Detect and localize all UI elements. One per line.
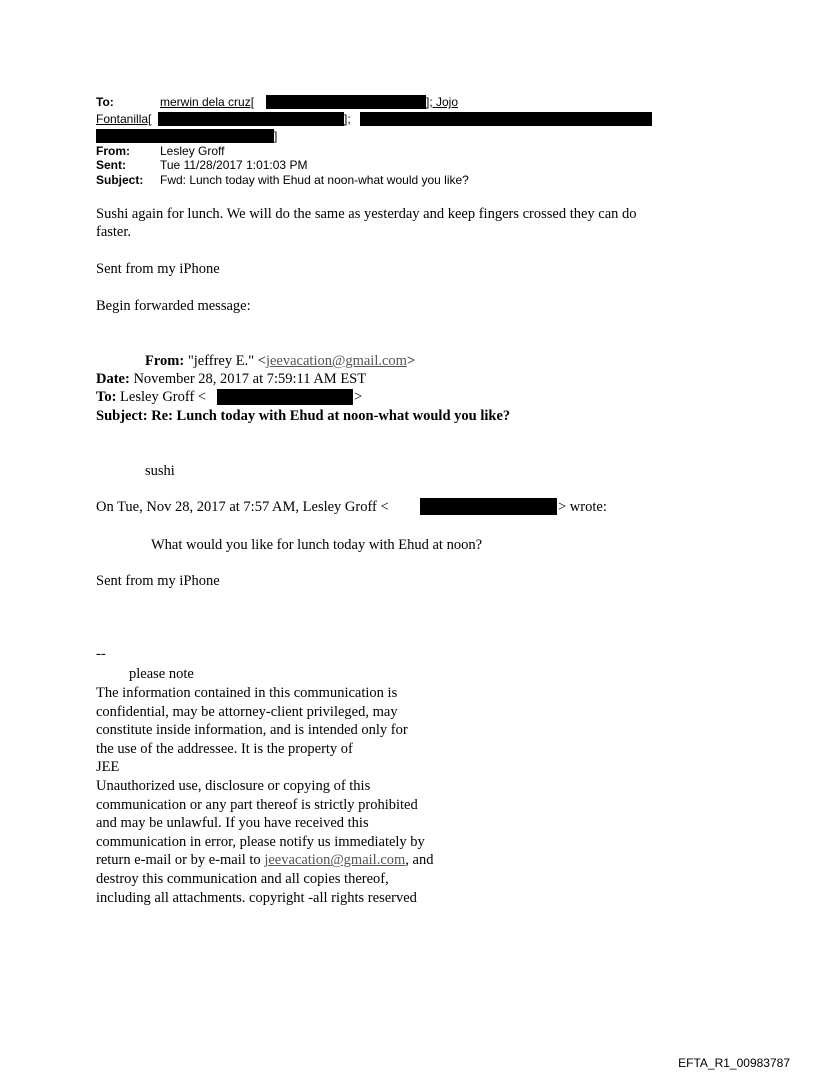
from-label: From: [96,144,130,158]
fwd-subject-row [96,407,510,425]
redaction-bar [217,389,353,405]
redaction-bar [266,95,426,109]
fwd-date-row [96,370,366,388]
quoted-message: What would you like for lunch today with Ehud at noon? [151,537,483,553]
to-row [96,96,114,109]
please-note: please note [129,666,194,682]
reply-text: sushi [145,463,175,479]
sent-label: Sent: [96,158,126,172]
to-separator-1: ]; Jojo [426,95,459,109]
fwd-to-label: To: [96,389,117,405]
fwd-to-row [96,388,206,406]
disclaimer-line: destroy this communication and all copies thereof, [96,871,389,887]
redaction-bar [360,112,652,126]
quoted-sent-from: Sent from my iPhone [96,573,220,589]
quote-intro-pre: On Tue, Nov 28, 2017 at 7:57 AM, Lesley Groff < [96,499,389,515]
begin-forwarded: Begin forwarded message: [96,298,251,314]
disclaimer-line: communication or any part thereof is strictly prohibited [96,796,418,813]
disclaimer-line: communication in error, please notify us immediately by [96,833,425,850]
disclaimer-line: including all attachments. copyright -all rights reserved [96,889,417,906]
disclaimer-line: JEE [96,759,120,776]
to-label: To: [96,95,114,109]
to-separator-2: ]; [344,112,351,126]
redaction-bar [96,129,274,143]
redaction-bar [420,498,557,515]
fwd-date-value: November 28, 2017 at 7:59:11 AM EST [133,371,367,387]
fwd-subject-label: Subject: [96,408,148,424]
disclaimer-line: and may be unlawful. If you have received this [96,815,369,832]
sent-from-iphone: Sent from my iPhone [96,261,220,277]
body-line-2: faster. [96,224,132,240]
fwd-date-label: Date: [96,371,130,387]
sent-value: Tue 11/28/2017 1:01:03 PM [160,158,308,172]
subject-label: Subject: [96,173,144,187]
return-pre: return e-mail or by e-mail to [96,852,265,869]
fwd-from-label: From: [145,353,185,369]
signature-dashes: -- [96,646,106,662]
to-recipient-1: merwin dela cruz[ [160,95,255,109]
disclaimer-line: constitute inside information, and is intended only for [96,722,408,739]
document-id: EFTA_R1_00983787 [678,1056,790,1070]
fwd-from-email-link[interactable]: jeevacation@gmail.com [265,353,407,369]
to-recipient-2: Fontanilla[ [96,112,152,126]
body-line-1: Sushi again for lunch. We will do the same as yesterday and keep fingers crossed they can do [96,206,637,222]
disclaimer-email-link[interactable]: jeevacation@gmail.com [264,852,406,869]
fwd-subject-value: Re: Lunch today with Ehud at noon-what would you like? [151,408,511,424]
redaction-bar [158,112,344,126]
disclaimer-line: Unauthorized use, disclosure or copying of this [96,778,371,794]
fwd-from-name: "jeffrey E." < [187,353,266,369]
disclaimer-line: The information contained in this communication is [96,685,398,701]
return-post: , and [405,852,434,869]
fwd-to-value: Lesley Groff < [120,389,207,405]
quote-intro-post: > wrote: [558,499,607,515]
subject-value: Fwd: Lunch today with Ehud at noon-what would you like? [160,173,469,187]
disclaimer-return-line [96,851,433,870]
disclaimer-line: confidential, may be attorney-client privileged, may [96,703,398,720]
fwd-from-row [145,352,415,370]
to-close-bracket: ] [274,129,278,143]
disclaimer-line: the use of the addressee. It is the property of [96,740,353,757]
from-value: Lesley Groff [160,144,225,158]
fwd-from-close: > [406,353,416,369]
fwd-to-close: > [354,389,363,405]
